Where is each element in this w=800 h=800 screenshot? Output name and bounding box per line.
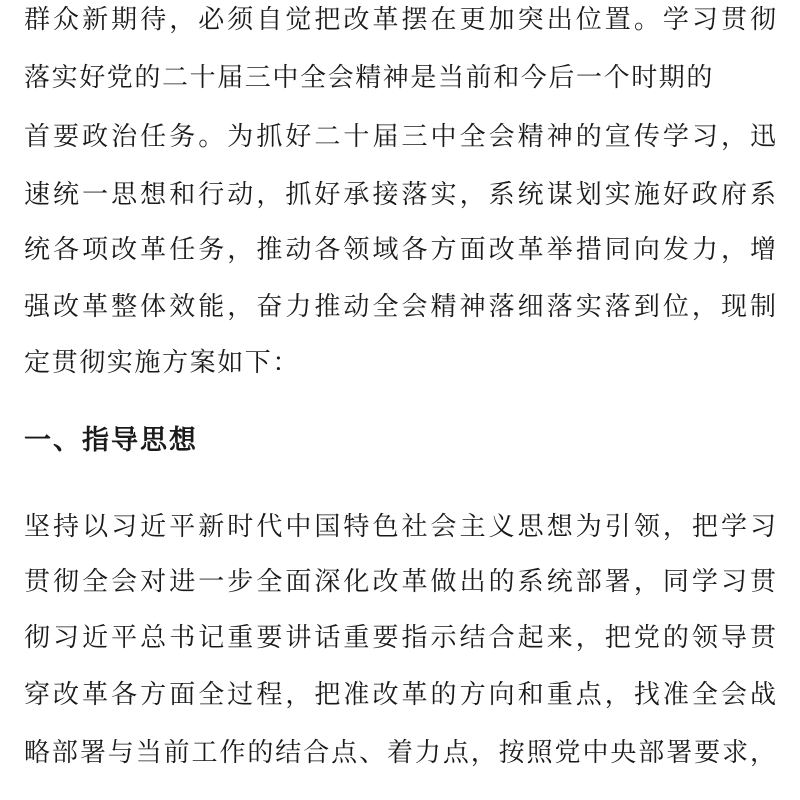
section-line-3: 彻习近平总书记重要讲话重要指示结合起来，把党的领导贯 [24, 623, 776, 653]
intro-line-3: 首要政治任务。为抓好二十届三中全会精神的宣传学习，迅 [24, 122, 776, 152]
intro-line-7: 定贯彻实施方案如下： [24, 348, 301, 378]
section-line-2: 贯彻全会对进一步全面深化改革做出的系统部署，同学习贯 [24, 567, 776, 597]
section-line-5: 略部署与当前工作的结合点、着力点，按照党中央部署要求， [24, 738, 776, 768]
intro-line-2: 落实好党的二十届三中全会精神是当前和今后一个时期的 [24, 63, 715, 93]
section-heading: 一、指导思想 [24, 425, 198, 456]
section-line-4: 穿改革各方面全过程，把准改革的方向和重点，找准全会战 [24, 680, 776, 710]
intro-line-5: 统各项改革任务，推动各领域各方面改革举措同向发力，增 [24, 235, 776, 265]
section-line-1: 坚持以习近平新时代中国特色社会主义思想为引领，把学习 [24, 512, 776, 542]
intro-line-1: 群众新期待，必须自觉把改革摆在更加突出位置。学习贯彻 [24, 5, 776, 35]
intro-line-6: 强改革整体效能，奋力推动全会精神落细落实落到位，现制 [24, 292, 776, 322]
intro-line-4: 速统一思想和行动，抓好承接落实，系统谋划实施好政府系 [24, 180, 776, 210]
